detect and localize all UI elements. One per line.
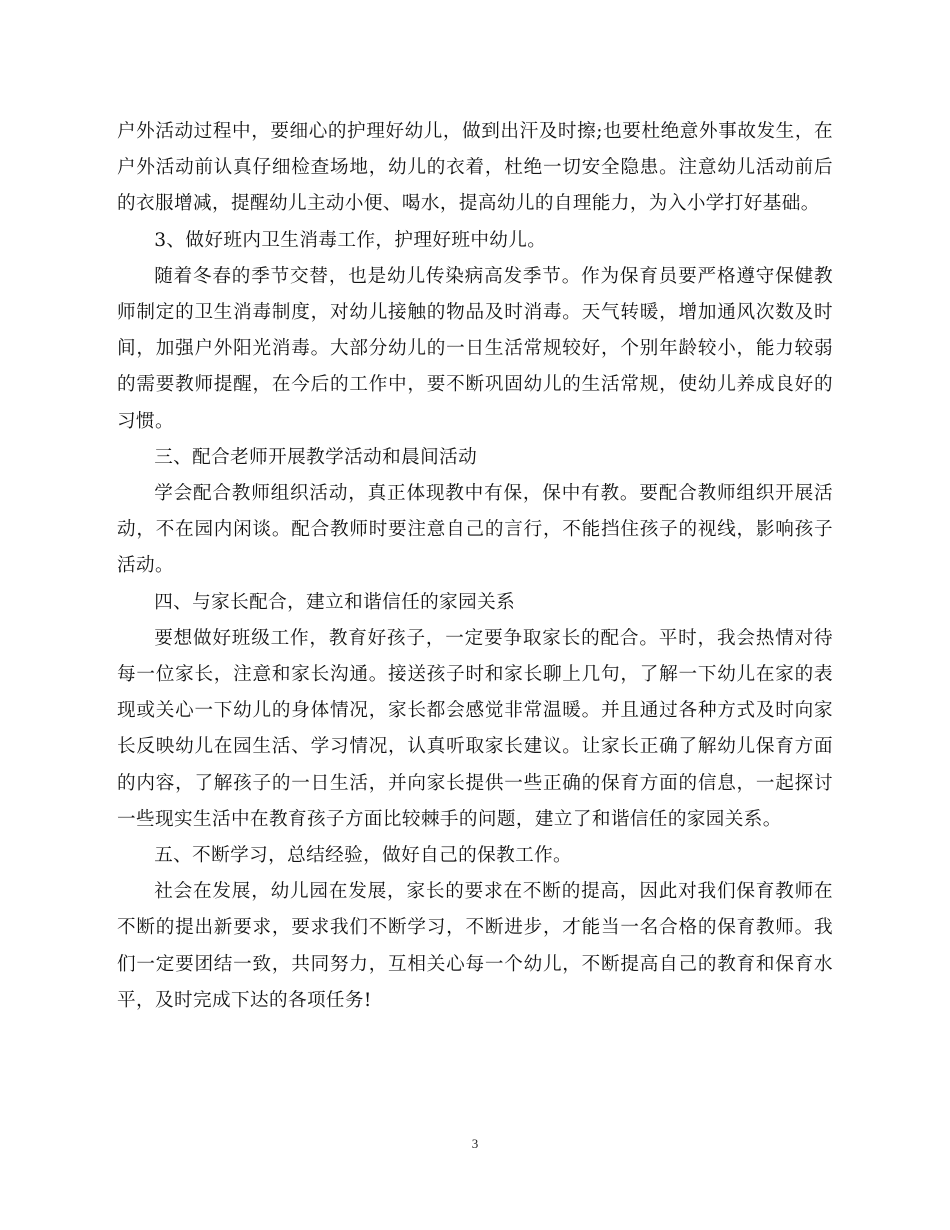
document-body (117, 114, 833, 1019)
paragraph-continued: 户外活动过程中，要细心的护理好幼儿，做到出汗及时擦;也要杜绝意外事故发生，在户外活动前认真仔细检查场地，幼儿的衣着，杜绝一切安全隐患。注意幼儿活动前后的衣服增减，提醒幼儿主动小便、喝水，提高幼儿的自理能力，为入小学打好基础。 (117, 121, 833, 215)
paragraph: 随着冬春的季节交替，也是幼儿传染病高发季节。作为保育员要严格遵守保健教师制定的卫生消毒制度，对幼儿接触的物品及时消毒。天气转暖，增加通风次数及时间，加强户外阳光消毒。大部分幼儿的一日生活常规较好，个别年龄较小，能力较弱的需要教师提醒，在今后的工作中，要不断巩固幼儿的生活常规，使幼儿养成良好的习惯。 (117, 265, 833, 432)
paragraph: 要想做好班级工作，教育好孩子，一定要争取家长的配合。平时，我会热情对待每一位家长，注意和家长沟通。接送孩子时和家长聊上几句，了解一下幼儿在家的表现或关心一下幼儿的身体情况，家长都会感觉非常温暖。并且通过各种方式及时向家长反映幼儿在园生活、学习情况，认真听取家长建议。让家长正确了解幼儿保育方面的内容，了解孩子的一日生活，并向家长提供一些正确的保育方面的信息，一起探讨一些现实生活中在教育孩子方面比较棘手的问题，建立了和谐信任的家园关系。 (117, 627, 833, 830)
section-heading-five: 五、不断学习，总结经验，做好自己的保教工作。 (154, 845, 573, 867)
page-number: 3 (471, 1136, 479, 1151)
paragraph: 社会在发展，幼儿园在发展，家长的要求在不断的提高，因此对我们保育教师在不断的提出新要求，要求我们不断学习，不断进步，才能当一名合格的保育教师。我们一定要团结一致，共同努力，互相关心每一个幼儿，不断提高自己的教育和保育水平，及时完成下达的各项任务! (117, 881, 833, 1011)
paragraph: 学会配合教师组织活动，真正体现教中有保，保中有教。要配合教师组织开展活动，不在园内闲谈。配合教师时要注意自己的言行，不能挡住孩子的视线，影响孩子活动。 (117, 483, 833, 577)
section-heading-3: 3、做好班内卫生消毒工作，护理好班中幼儿。 (154, 229, 547, 251)
section-heading-four: 四、与家长配合，建立和谐信任的家园关系 (154, 591, 516, 613)
section-heading-three: 三、配合老师开展教学活动和晨间活动 (154, 446, 478, 468)
